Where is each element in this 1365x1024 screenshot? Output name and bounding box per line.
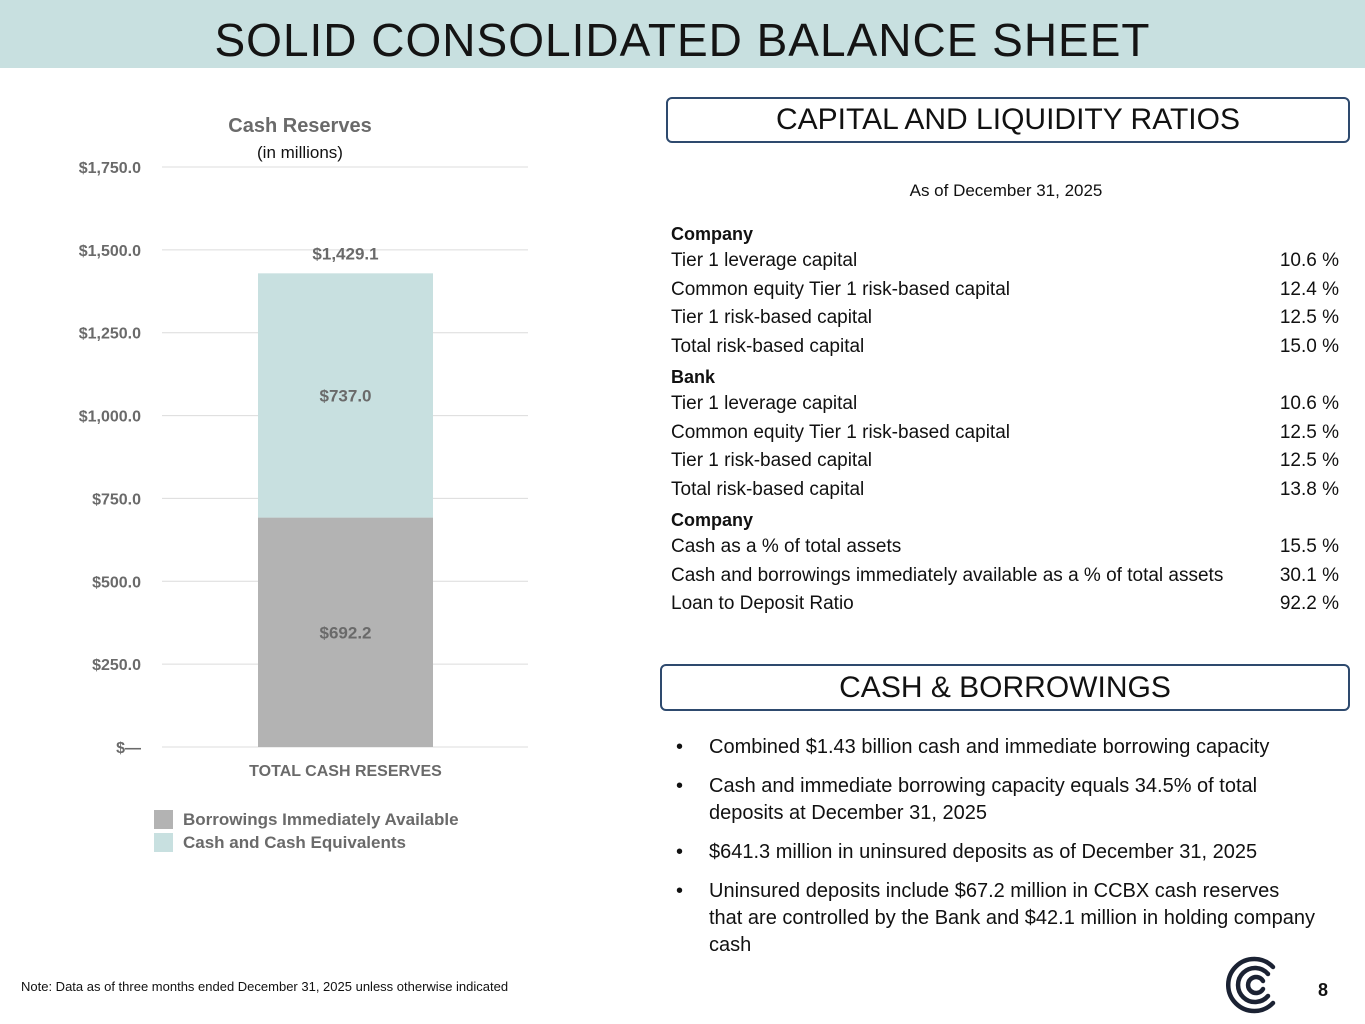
bullet-marker: • [676, 775, 684, 797]
ratio-value: 10.6 % [1279, 393, 1339, 414]
bullet-marker: • [676, 736, 684, 758]
ratio-value: 92.2 % [1279, 593, 1339, 614]
bullet-text: Combined $1.43 billion cash and immediate borrowing capacity [709, 736, 1270, 758]
ratio-label: Loan to Deposit Ratio [671, 593, 854, 614]
ratio-value: 30.1 % [1279, 564, 1339, 586]
company-logo-icon [1226, 954, 1288, 1016]
y-tick-label: $1,500.0 [78, 242, 141, 260]
ratio-label: Tier 1 leverage capital [671, 250, 858, 271]
bullet-marker: • [676, 841, 684, 863]
ratio-value: 12.5 % [1279, 307, 1339, 328]
x-category-label: TOTAL CASH RESERVES [249, 763, 442, 780]
bullet-text: Uninsured deposits include $67.2 million in CCBX cash reserves that are controlled by the Bank and $42.1 million in holding company cash [709, 880, 1315, 956]
chart-legend [154, 808, 459, 854]
page-number: 8 [1318, 980, 1329, 1000]
ratio-value: 12.5 % [1279, 421, 1339, 443]
cash-borrowings-header-box [660, 664, 1350, 711]
legend-item-borrowings [154, 808, 459, 831]
ratio-group [671, 364, 1339, 504]
ratio-row [671, 333, 1339, 362]
y-tick-label: $750.0 [92, 491, 141, 509]
ratio-label: Cash as a % of total assets [671, 536, 902, 557]
ratio-label: Tier 1 risk-based capital [671, 307, 872, 328]
ratio-row [671, 590, 1339, 619]
y-tick-label: $250.0 [92, 657, 141, 675]
y-tick-label: $1,750.0 [78, 160, 141, 177]
bar-total-label: $1,429.1 [312, 244, 379, 264]
ratios-header-box [666, 97, 1350, 143]
legend-label-cash: Cash and Cash Equivalents [183, 832, 406, 852]
bullet-text: Cash and immediate borrowing capacity equals 34.5% of total deposits at December 31, 2025 [709, 775, 1258, 824]
ratio-row [671, 562, 1339, 591]
ratio-group [671, 507, 1339, 619]
legend-swatch-borrowings [154, 810, 173, 829]
legend-item-cash [154, 831, 459, 854]
y-tick-label: $500.0 [92, 574, 141, 592]
ratio-row [671, 533, 1339, 562]
footnote: Note: Data as of three months ended December 31, 2025 unless otherwise indicated [21, 979, 509, 994]
legend-swatch-cash [154, 833, 173, 852]
cash-borrowings-list [676, 734, 1316, 971]
ratio-label: Common equity Tier 1 risk-based capital [671, 421, 1010, 443]
y-tick-label: $— [116, 740, 141, 757]
ratio-row [671, 419, 1339, 448]
ratio-value: 15.0 % [1279, 335, 1339, 357]
ratio-label: Tier 1 risk-based capital [671, 450, 872, 471]
bullet-item [676, 839, 1316, 866]
legend-label-borrowings: Borrowings Immediately Available [183, 809, 459, 829]
ratio-value: 12.4 % [1279, 278, 1339, 300]
as-of-date: As of December 31, 2025 [909, 181, 1103, 200]
y-tick-label: $1,000.0 [78, 408, 141, 426]
ratio-row [671, 447, 1339, 476]
bar-value-label: $692.2 [319, 623, 372, 643]
bullet-item [676, 773, 1316, 827]
ratio-group-title: Bank [671, 367, 716, 387]
ratio-group [671, 221, 1339, 361]
bullet-item [676, 734, 1316, 761]
ratio-row [671, 304, 1339, 333]
ratio-value: 13.8 % [1279, 478, 1339, 500]
ratio-group-title: Company [671, 224, 754, 244]
ratio-label: Cash and borrowings immediately available as a % of total assets [671, 564, 1224, 586]
bar-value-label: $737.0 [319, 386, 372, 406]
ratio-label: Common equity Tier 1 risk-based capital [671, 278, 1010, 300]
bullet-item [676, 878, 1316, 959]
ratio-value: 15.5 % [1279, 536, 1339, 557]
ratios-title: CAPITAL AND LIQUIDITY RATIOS [776, 103, 1240, 136]
ratio-group-title: Company [671, 510, 754, 530]
ratio-label: Total risk-based capital [671, 335, 865, 357]
ratio-row [671, 247, 1339, 276]
ratio-row [671, 276, 1339, 305]
ratio-value: 12.5 % [1279, 450, 1339, 471]
cash-borrowings-title: CASH & BORROWINGS [839, 670, 1171, 704]
chart-subtitle: (in millions) [257, 143, 343, 162]
page-title: SOLID CONSOLIDATED BALANCE SHEET [214, 14, 1151, 66]
ratio-value: 10.6 % [1279, 250, 1339, 271]
chart-title: Cash Reserves [228, 115, 372, 137]
ratios-table [671, 219, 1339, 622]
ratio-label: Tier 1 leverage capital [671, 393, 858, 414]
bullet-marker: • [676, 880, 684, 902]
ratio-row [671, 390, 1339, 419]
ratio-label: Total risk-based capital [671, 478, 865, 500]
ratio-row [671, 476, 1339, 505]
cash-reserves-chart [0, 100, 560, 790]
bullet-text: $641.3 million in uninsured deposits as of December 31, 2025 [709, 841, 1258, 863]
y-tick-label: $1,250.0 [78, 325, 141, 343]
